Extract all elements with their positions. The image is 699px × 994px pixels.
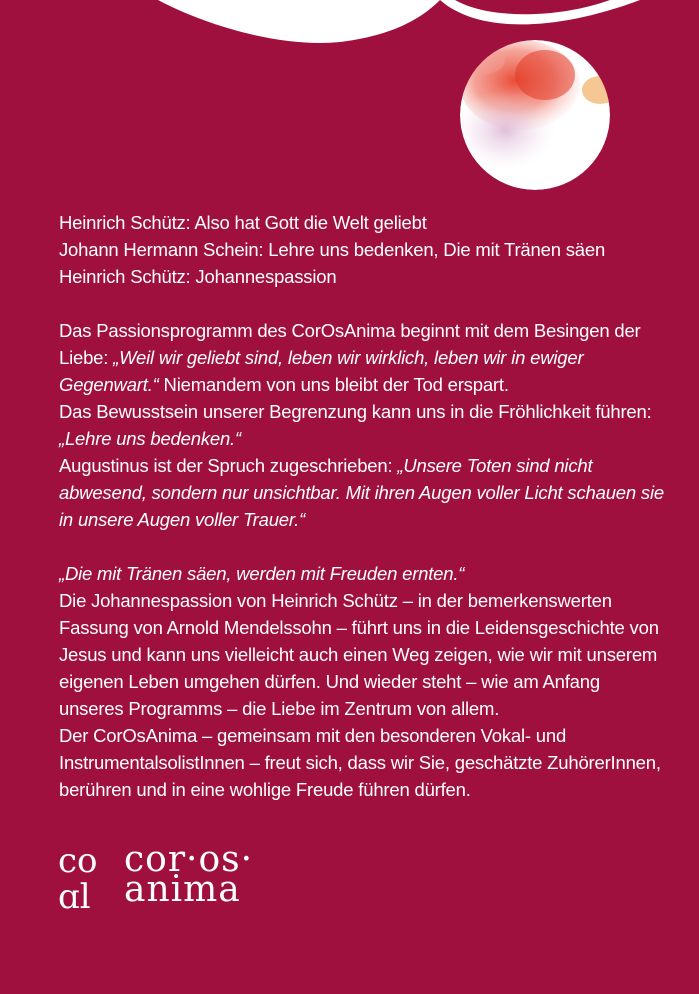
program-line: Heinrich Schütz: Johannespassion [59, 266, 337, 287]
corosanima-logo [58, 839, 298, 917]
white-swoosh-shape [440, 0, 640, 24]
svg-text:co: co [58, 842, 98, 881]
closing-paragraph: Der CorOsAnima – gemeinsam mit den besonderen Vokal- und InstrumentalsolistInnen – freut sich, dass wir Sie, geschätzte ZuhörerInnen, berühren und in eine wohlige Freude führen dürfen. [59, 725, 661, 800]
logo-mark-icon [58, 842, 108, 912]
watercolor-circle [455, 40, 618, 190]
white-arc-shape [158, 0, 440, 43]
body-paragraph: Die Johannespassion von Heinrich Schütz – in der bemerkenswerten Fassung von Arnold Mendelssohn – führt uns in die Leidensgeschichte von Jesus und kann uns vielleicht auch einen Weg zeigen, wie wir mit unserem eigenen Leben umgehen dürfen. Und wieder steht – wie am Anfang unseres Programms – die Liebe im Zentrum von allem. [59, 590, 659, 719]
decorative-top-artwork [0, 0, 699, 200]
quote-weil: „Weil wir geliebt sind, leben wir wirklich, leben wir in ewiger Gegenwart.“ [59, 347, 584, 395]
program-line: Heinrich Schütz: Also hat Gott die Welt geliebt [59, 212, 427, 233]
quote-augustinus: „Unsere Toten sind nicht abwesend, sondern nur unsichtbar. Mit ihren Augen voller Licht schauen sie in unsere Augen voller Trauer.“ [59, 455, 664, 530]
intro-paragraph-3: Augustinus ist der Spruch zugeschrieben: „Unsere Toten sind nicht abwesend, sondern nur unsichtbar. Mit ihren Augen voller Licht schauen sie in unsere Augen voller Trauer.“ [59, 455, 664, 530]
intro-paragraph-2: Das Bewusstsein unserer Begrenzung kann uns in die Fröhlichkeit führen: „Lehre uns bedenken.“ [59, 401, 652, 449]
program-line: Johann Hermann Schein: Lehre uns bedenken, Die mit Tränen säen [59, 239, 606, 260]
intro-paragraph: Das Passionsprogramm des CorOsAnima beginnt mit dem Besingen der Liebe: „Weil wir geliebt sind, leben wir wirklich, leben wir in ewiger Gegenwart.“ Niemandem von uns bleibt der Tod erspart. [59, 320, 641, 395]
svg-text:ɑl: ɑl [58, 877, 91, 912]
quote-traenen: „Die mit Tränen säen, werden mit Freuden ernten.“ [59, 563, 465, 584]
logo-word-coros: cor·os· [124, 839, 254, 880]
program-text [59, 209, 669, 803]
quote-lehre: „Lehre uns bedenken.“ [59, 428, 241, 449]
logo-word-anima: anima [124, 869, 241, 910]
